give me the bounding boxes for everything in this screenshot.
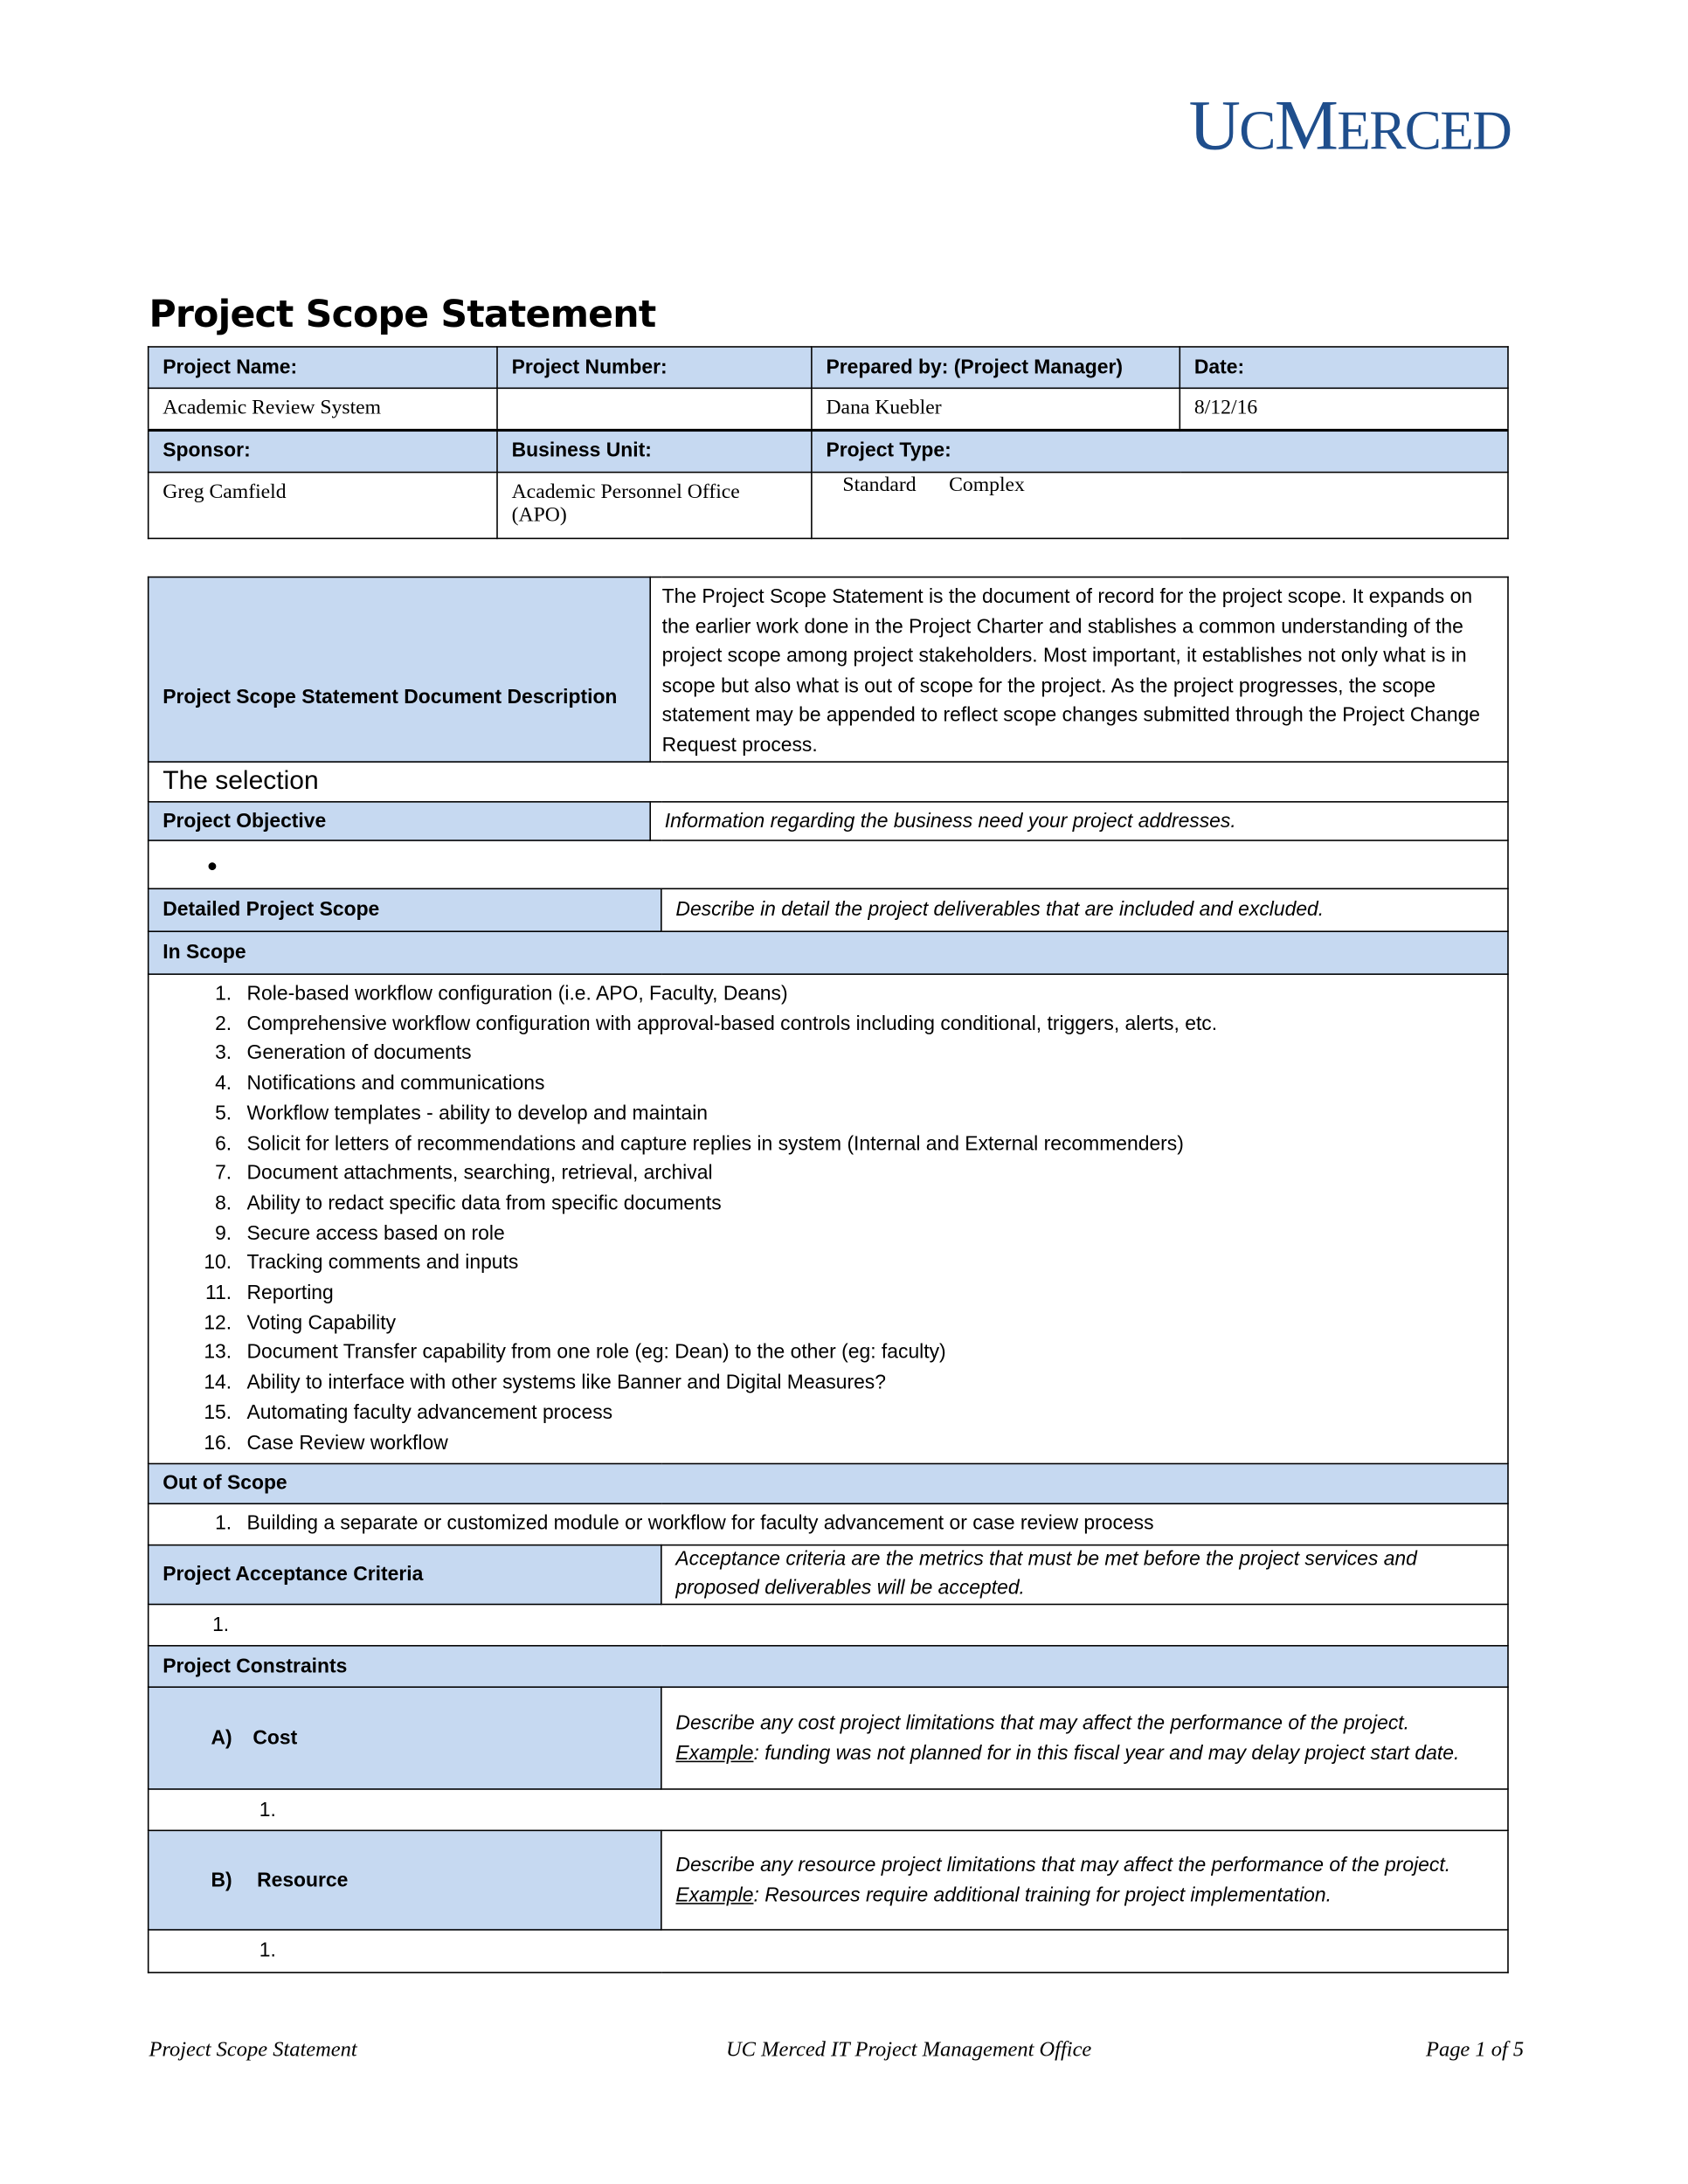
list-item-text: Generation of documents (246, 1042, 472, 1066)
business-unit-value: Academic Personnel Office (APO) (497, 472, 812, 538)
project-info-table (148, 346, 1509, 538)
project-type-label: Project Type: (812, 430, 1508, 472)
selection-text: The selection (149, 762, 1508, 802)
project-number-label: Project Number: (497, 347, 812, 388)
cost-hint-post: : funding was not planned for in this fiscal year and may delay project start date. (753, 1742, 1460, 1765)
description-label: Project Scope Statement Document Description (149, 577, 651, 763)
out-of-scope-list (149, 1510, 1507, 1539)
list-item (149, 1160, 1507, 1190)
resource-label-text: Resource (257, 1869, 349, 1891)
list-item (149, 1070, 1507, 1100)
footer-center: UC Merced IT Project Management Office (726, 2037, 1092, 2062)
constraints-label: Project Constraints (149, 1646, 1508, 1687)
list-item-number: 1. (215, 983, 232, 1006)
resource-hint-post: : Resources require additional training for project implementation. (753, 1883, 1332, 1907)
footer-left: Project Scope Statement (149, 2037, 357, 2062)
page-title: Project Scope Statement (149, 294, 656, 337)
list-item-text: Notifications and communications (246, 1073, 545, 1095)
list-item-text: Tracking comments and inputs (246, 1252, 519, 1275)
list-item-number: 13. (204, 1342, 232, 1365)
list-item-number: 14. (204, 1372, 232, 1394)
description-text: The Project Scope Statement is the document of record for the project scope. It expands on the earlier work done in the Project Charter and stablishes a common understanding of the project scope among project stakeholders. Most important, it establishes not only what is in scope but also what is out of scope for the project. As the project progresses, the scope statement may be appended to reflect scope changes submitted through the Project Change Request process. (650, 577, 1508, 763)
resource-item: 1. (149, 1930, 1508, 1973)
project-name-label: Project Name: (149, 347, 497, 388)
list-item (149, 1429, 1507, 1459)
objective-hint: Information regarding the business need your project addresses. (650, 802, 1508, 840)
project-number-value (497, 388, 812, 429)
prepared-by-label: Prepared by: (Project Manager) (812, 347, 1180, 388)
list-item-text: Workflow templates - ability to develop and maintain (246, 1102, 709, 1125)
list-item (149, 1100, 1507, 1130)
resource-hint-pre: Describe any resource project limitations that may affect the performance of the project. (675, 1854, 1451, 1876)
list-item-number: 16. (204, 1432, 232, 1455)
list-item (149, 1250, 1507, 1280)
list-item-number: 7. (215, 1162, 232, 1185)
list-item (149, 1339, 1507, 1369)
list-item (149, 1220, 1507, 1249)
list-item-number: 5. (215, 1102, 232, 1125)
list-item (149, 1010, 1507, 1040)
detailed-scope-hint: Describe in detail the project deliverables that are included and excluded. (661, 888, 1508, 931)
list-item-number: 8. (215, 1192, 232, 1215)
list-item-text: Ability to redact specific data from specific documents (246, 1192, 722, 1215)
resource-letter: B) (211, 1869, 232, 1891)
list-item: 1. Building a separate or customized module or workflow for faculty advancement or case review process (149, 1510, 1507, 1539)
list-item (149, 980, 1507, 1010)
scope-table (148, 577, 1509, 1973)
list-item-number: 10. (204, 1252, 232, 1275)
list-item-number: 2. (215, 1013, 232, 1035)
list-item-number: 3. (215, 1042, 232, 1066)
list-item-text: Document Transfer capability from one role (eg: Dean) to the other (eg: faculty) (246, 1342, 946, 1365)
acceptance-item: 1. (149, 1604, 1508, 1645)
list-item (149, 1280, 1507, 1310)
list-item (149, 1400, 1507, 1429)
list-item (149, 1190, 1507, 1220)
cost-item: 1. (149, 1789, 1508, 1830)
cost-letter: A) (211, 1726, 232, 1750)
acceptance-label: Project Acceptance Criteria (149, 1545, 661, 1605)
list-item-text: Building a separate or customized module or workflow for faculty advancement or case review process (246, 1511, 1154, 1535)
list-item-text: Automating faculty advancement process (246, 1401, 613, 1425)
out-of-scope-label: Out of Scope (149, 1463, 1508, 1503)
objective-bullet: ● (149, 840, 1508, 888)
list-item (149, 1370, 1507, 1400)
resource-example: Example (675, 1883, 754, 1907)
list-item (149, 1130, 1507, 1160)
list-item (149, 1040, 1507, 1070)
in-scope-list-cell (149, 974, 1508, 1463)
list-item-text: Case Review workflow (246, 1432, 448, 1455)
list-item-number: 12. (204, 1312, 232, 1335)
uc-merced-logo: UCMERCED (1188, 86, 1512, 166)
list-item-number: 4. (215, 1073, 232, 1095)
list-item-text: Reporting (246, 1282, 334, 1305)
resource-hint (661, 1830, 1508, 1930)
cost-hint (661, 1687, 1508, 1789)
project-type-options (812, 472, 1508, 538)
list-item-text: Ability to interface with other systems like Banner and Digital Measures? (246, 1372, 886, 1394)
list-item-text: Role-based workflow configuration (i.e. APO, Faculty, Deans) (246, 983, 788, 1006)
date-value: 8/12/16 (1180, 388, 1508, 429)
project-type-standard[interactable]: Standard (842, 473, 917, 496)
objective-label: Project Objective (149, 802, 651, 840)
list-item-number: 9. (215, 1222, 232, 1245)
sponsor-value: Greg Camfield (149, 472, 497, 538)
list-item-number: 11. (205, 1282, 232, 1305)
list-item-text: Solicit for letters of recommendations and capture replies in system (Internal and External recommenders) (246, 1132, 1184, 1155)
detailed-scope-label: Detailed Project Scope (149, 888, 661, 931)
list-item (149, 1310, 1507, 1339)
footer-page-number: Page 1 of 5 (1426, 2037, 1525, 2062)
list-item-number: 6. (215, 1132, 232, 1155)
in-scope-list (149, 980, 1507, 1459)
list-item-text: Document attachments, searching, retrieval, archival (246, 1162, 713, 1185)
project-type-complex[interactable]: Complex (949, 473, 1025, 496)
prepared-by-value: Dana Kuebler (812, 388, 1180, 429)
in-scope-label: In Scope (149, 931, 1508, 974)
list-item-text: Voting Capability (246, 1312, 397, 1335)
resource-label (149, 1830, 661, 1930)
out-of-scope-list-cell (149, 1503, 1508, 1545)
list-item-number: 15. (204, 1401, 232, 1425)
date-label: Date: (1180, 347, 1508, 388)
cost-label (149, 1687, 661, 1789)
project-name-value: Academic Review System (149, 388, 497, 429)
list-item-text: Comprehensive workflow configuration with approval-based controls including conditional, triggers, alerts, etc. (246, 1013, 1218, 1035)
list-item-text: Secure access based on role (246, 1222, 505, 1245)
cost-label-text: Cost (253, 1726, 298, 1750)
cost-hint-pre: Describe any cost project limitations that may affect the performance of the project. (675, 1711, 1410, 1734)
cost-example: Example (675, 1742, 754, 1765)
business-unit-label: Business Unit: (497, 430, 812, 472)
acceptance-hint: Acceptance criteria are the metrics that must be met before the project services and proposed deliverables will be accepted. (661, 1545, 1508, 1605)
sponsor-label: Sponsor: (149, 430, 497, 472)
